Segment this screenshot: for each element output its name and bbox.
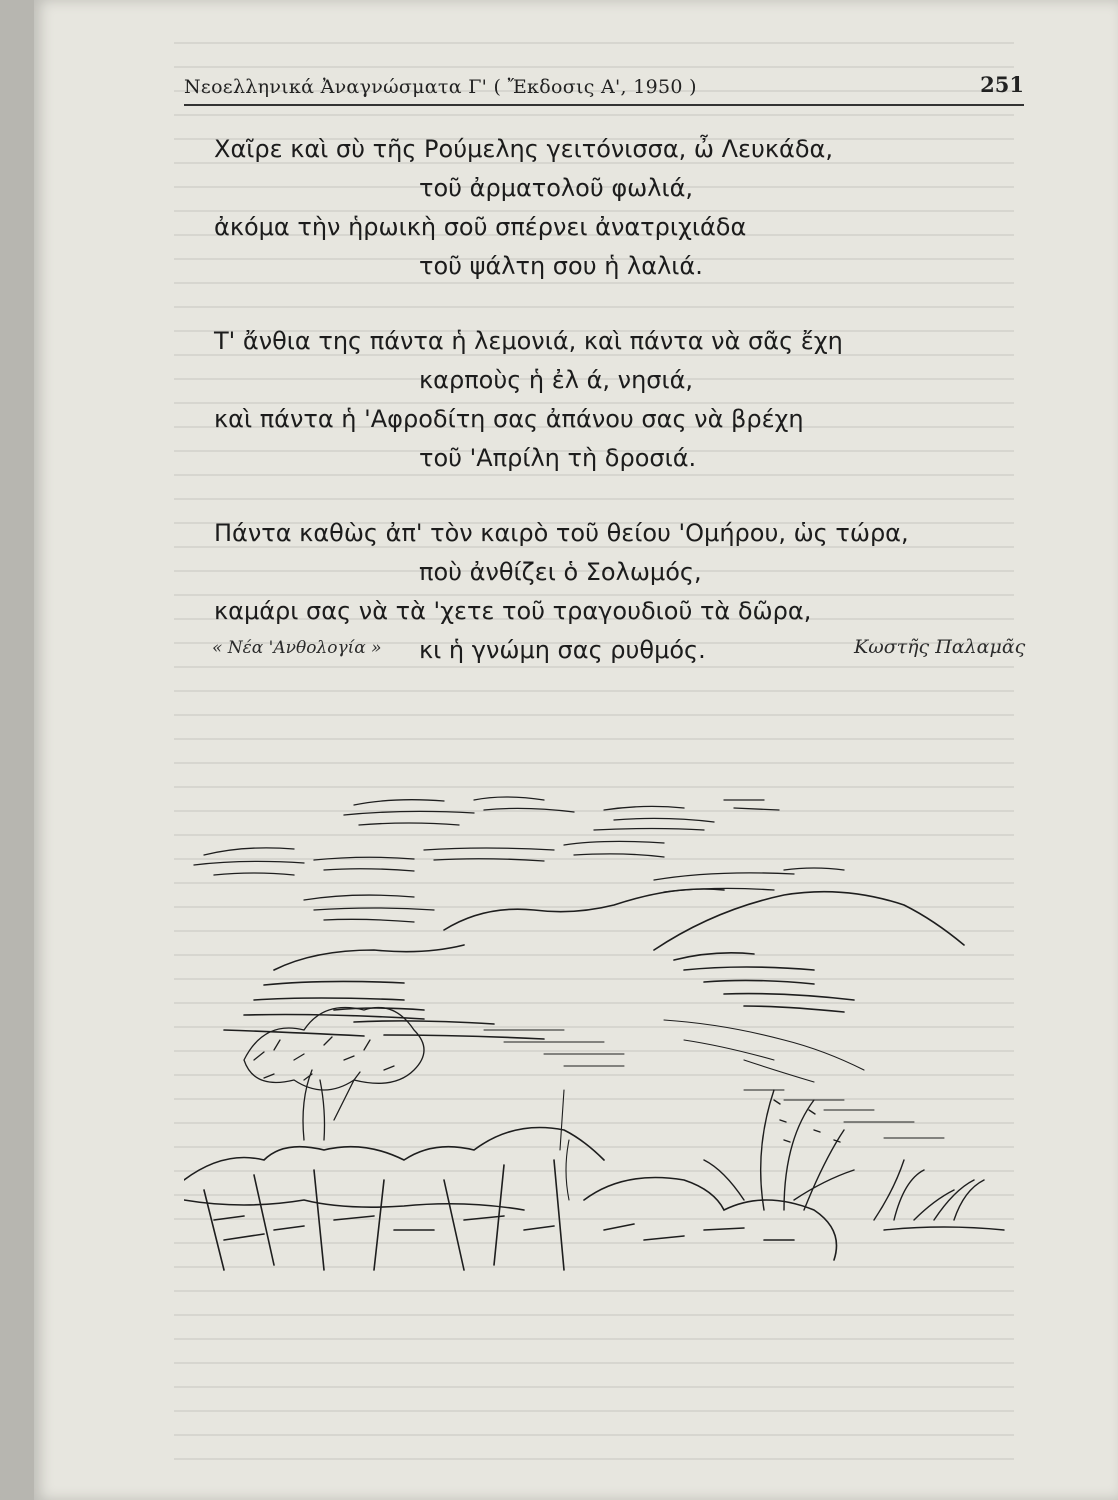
poem-author: Κωστῆς Παλαμᾶς	[854, 636, 1026, 658]
sea-hatching	[484, 1020, 944, 1200]
book-page	[34, 0, 1118, 1500]
running-header	[184, 70, 1024, 106]
poem-line: ποὺ ἀνθίζει ὁ Σολωμός,	[419, 558, 702, 586]
poem-line: τοῦ 'Απρίλη τὴ δροσιά.	[419, 444, 697, 472]
poem-line: ἀκόμα τὴν ἡρωικὴ σοῦ σπέρνει ἀνατριχιάδα	[214, 213, 747, 241]
landscape-illustration	[184, 760, 1014, 1320]
agave-plants	[704, 1090, 1004, 1230]
poem-source: « Νέα 'Ανθολογία »	[212, 638, 382, 658]
poem-line: τοῦ ψάλτη σου ἡ λαλιά.	[419, 252, 703, 280]
foreground-rocks	[184, 1128, 837, 1271]
poem-line: τοῦ ἀρματολοῦ φωλιά,	[419, 174, 694, 202]
olive-tree	[244, 1008, 424, 1141]
poem-line: κι ἡ γνώμη σας ρυθμός.	[419, 636, 706, 664]
distant-hills	[224, 889, 964, 1039]
poem-line: καὶ πάντα ἡ 'Αφροδίτη σας ἀπάνου σας νὰ βρέχη	[214, 405, 804, 433]
poem-line: Πάντα καθὼς ἀπ' τὸν καιρὸ τοῦ θείου 'Ομήρου, ὡς τώρα,	[214, 519, 909, 547]
page-number: 251	[980, 72, 1024, 97]
poem	[214, 130, 1014, 706]
poem-line: Τ' ἄνθια της πάντα ἡ λεμονιά, καὶ πάντα νὰ σᾶς ἔχη	[214, 327, 843, 355]
cloud-hatching	[194, 797, 844, 922]
poem-line: Χαῖρε καὶ σὺ τῆς Ρούμελης γειτόνισσα, ὦ Λευκάδα,	[214, 135, 834, 163]
poem-line: καμάρι σας νὰ τὰ 'χετε τοῦ τραγουδιοῦ τὰ δῶρα,	[214, 597, 812, 625]
book-title: Νεοελληνικά Ἀναγνώσματα Γ' ( Ἔκδοσις Α', 1950 )	[184, 76, 697, 98]
stanza-1	[214, 130, 1014, 286]
stanza-2	[214, 322, 1014, 478]
poem-line: καρποὺς ἡ ἐλ ά, νησιά,	[419, 366, 694, 394]
